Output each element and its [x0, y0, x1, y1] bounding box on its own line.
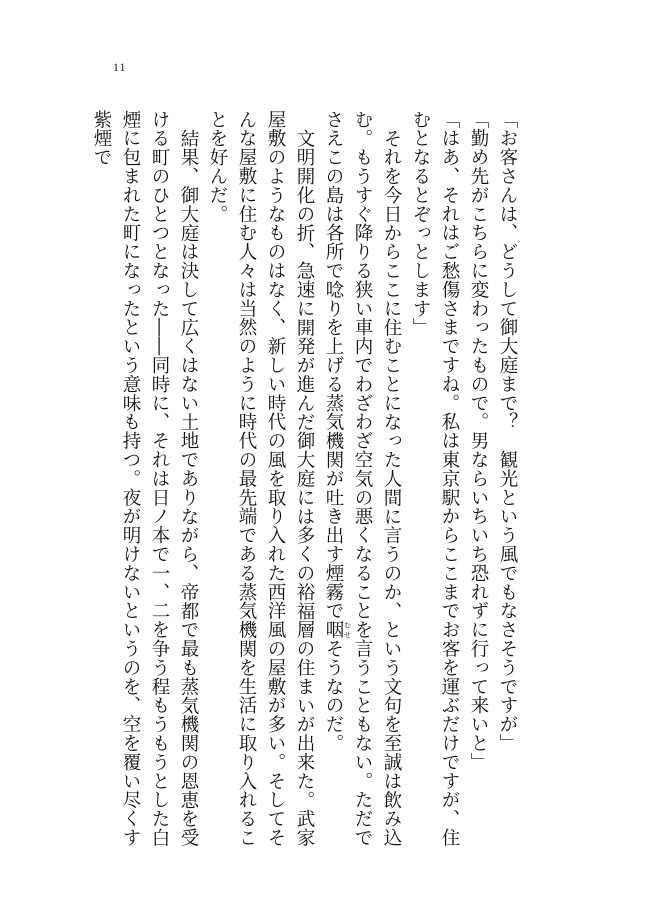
paragraph-text-after-ruby: そうなのだ。 — [323, 639, 344, 753]
novel-body-text — [91, 110, 522, 850]
narration-paragraph: 結果、御大庭は決して広くはない土地でありながら、帝都で最も蒸気機関の恩恵を受ける町のひとつとなった――同時に、それは日ノ本で一、二を争う程もうもうとした白煙に包まれた町になったという意味も持つ。夜が明けないというのを、空を覆い尽くす紫煙で — [91, 110, 199, 848]
paragraph-text-before-ruby: それを今日からここに住むことになった人間に言うのか、という文句を至誠は飲み込む。もうすぐ降りる狭い車内でわざわざ空気の悪くなることを言うこともない。ただでさえこの島は各所で唸りを上げる蒸気機関が吐き出す煙霧で — [323, 110, 402, 848]
ruby-base: 咽 — [323, 620, 344, 640]
dialogue-paragraph: 「お客さんは、どうして御大庭まで？ 観光という風でもなさそうですが」 — [497, 110, 518, 753]
narration-paragraph: 文明開化の折、急速に開発が進んだ御大庭には多くの裕福層の住まいが出来た。武家屋敷のようなものはなく、新しい時代の風を取り入れた西洋風の屋敷が多い。そしてそんな屋敷に住む人々は当然のように時代の最先端である蒸気機関を生活に取り入れることを好んだ。 — [207, 110, 315, 848]
ruby-word — [323, 620, 352, 640]
dialogue-paragraph: 「はあ、それはご愁傷さまですね。私は東京駅からここまでお客を運ぶだけですが、住むとなるとぞっとします」 — [410, 110, 460, 848]
ruby-reading: むせ — [343, 620, 352, 640]
dialogue-paragraph: 「勤め先がこちらに変わったもので。男ならいちいち恐れずに行って来いと」 — [468, 110, 489, 772]
narration-paragraph — [319, 110, 406, 850]
page-number: 11 — [113, 60, 127, 74]
